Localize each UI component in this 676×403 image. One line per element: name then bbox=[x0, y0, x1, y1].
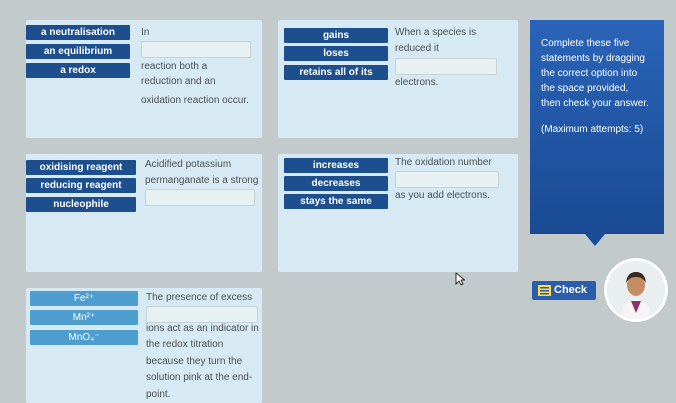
statement-text: as you add electrons. bbox=[395, 190, 491, 201]
instructions-line: the correct option into bbox=[541, 68, 638, 79]
instructions-line: then check your answer. bbox=[541, 98, 649, 109]
option-chip-mno4-minus[interactable]: MnO₄⁻ bbox=[30, 330, 138, 345]
drop-slot-1[interactable] bbox=[141, 41, 251, 58]
drop-slot-4[interactable] bbox=[395, 171, 499, 188]
instructions-line: Complete these five bbox=[541, 38, 630, 49]
tutor-avatar bbox=[604, 258, 668, 322]
statement-text: the redox titration bbox=[146, 339, 224, 350]
statement-text: reduced it bbox=[395, 43, 439, 54]
statement-text: The oxidation number bbox=[395, 157, 492, 168]
option-chip-neutralisation[interactable]: a neutralisation bbox=[26, 25, 130, 40]
instructions-pointer bbox=[585, 234, 605, 246]
statement-text: ions act as an indicator in bbox=[146, 323, 259, 334]
statement-text: electrons. bbox=[395, 77, 439, 88]
option-chip-increases[interactable]: increases bbox=[284, 158, 388, 173]
statement-text: oxidation reaction occur. bbox=[141, 95, 249, 106]
drop-slot-5[interactable] bbox=[146, 306, 258, 323]
statement-text: because they turn the bbox=[146, 356, 243, 367]
statement-text: solution pink at the end- bbox=[146, 372, 253, 383]
check-list-icon bbox=[538, 285, 551, 296]
option-chip-retains-all[interactable]: retains all of its bbox=[284, 65, 388, 80]
check-button-label: Check bbox=[554, 284, 588, 296]
option-chip-nucleophile[interactable]: nucleophile bbox=[26, 197, 136, 212]
option-chip-stays-the-same[interactable]: stays the same bbox=[284, 194, 388, 209]
statement-text: permanganate is a strong bbox=[145, 175, 259, 186]
instructions-line: statements by dragging bbox=[541, 53, 645, 64]
instructions-line: the space provided, bbox=[541, 83, 629, 94]
statement-text: In bbox=[141, 27, 150, 38]
option-chip-loses[interactable]: loses bbox=[284, 46, 388, 61]
check-button[interactable] bbox=[532, 281, 596, 300]
statement-text: Acidified potassium bbox=[145, 159, 232, 170]
option-chip-oxidising-reagent[interactable]: oxidising reagent bbox=[26, 160, 136, 175]
statement-text: reduction and an bbox=[141, 76, 216, 87]
statement-text: The presence of excess bbox=[146, 292, 253, 303]
statement-text: When a species is bbox=[395, 27, 477, 38]
drop-slot-2[interactable] bbox=[395, 58, 497, 75]
option-chip-decreases[interactable]: decreases bbox=[284, 176, 388, 191]
statement-text: point. bbox=[146, 389, 171, 400]
option-chip-fe2plus[interactable]: Fe²⁺ bbox=[30, 291, 138, 306]
attempts-text: (Maximum attempts: 5) bbox=[541, 124, 644, 135]
option-chip-equilibrium[interactable]: an equilibrium bbox=[26, 44, 130, 59]
option-chip-reducing-reagent[interactable]: reducing reagent bbox=[26, 178, 136, 193]
option-chip-gains[interactable]: gains bbox=[284, 28, 388, 43]
drop-slot-3[interactable] bbox=[145, 189, 255, 206]
option-chip-mn2plus[interactable]: Mn²⁺ bbox=[30, 310, 138, 325]
statement-text: reaction both a bbox=[141, 61, 208, 72]
option-chip-redox[interactable]: a redox bbox=[26, 63, 130, 78]
mouse-cursor-icon bbox=[455, 272, 465, 286]
